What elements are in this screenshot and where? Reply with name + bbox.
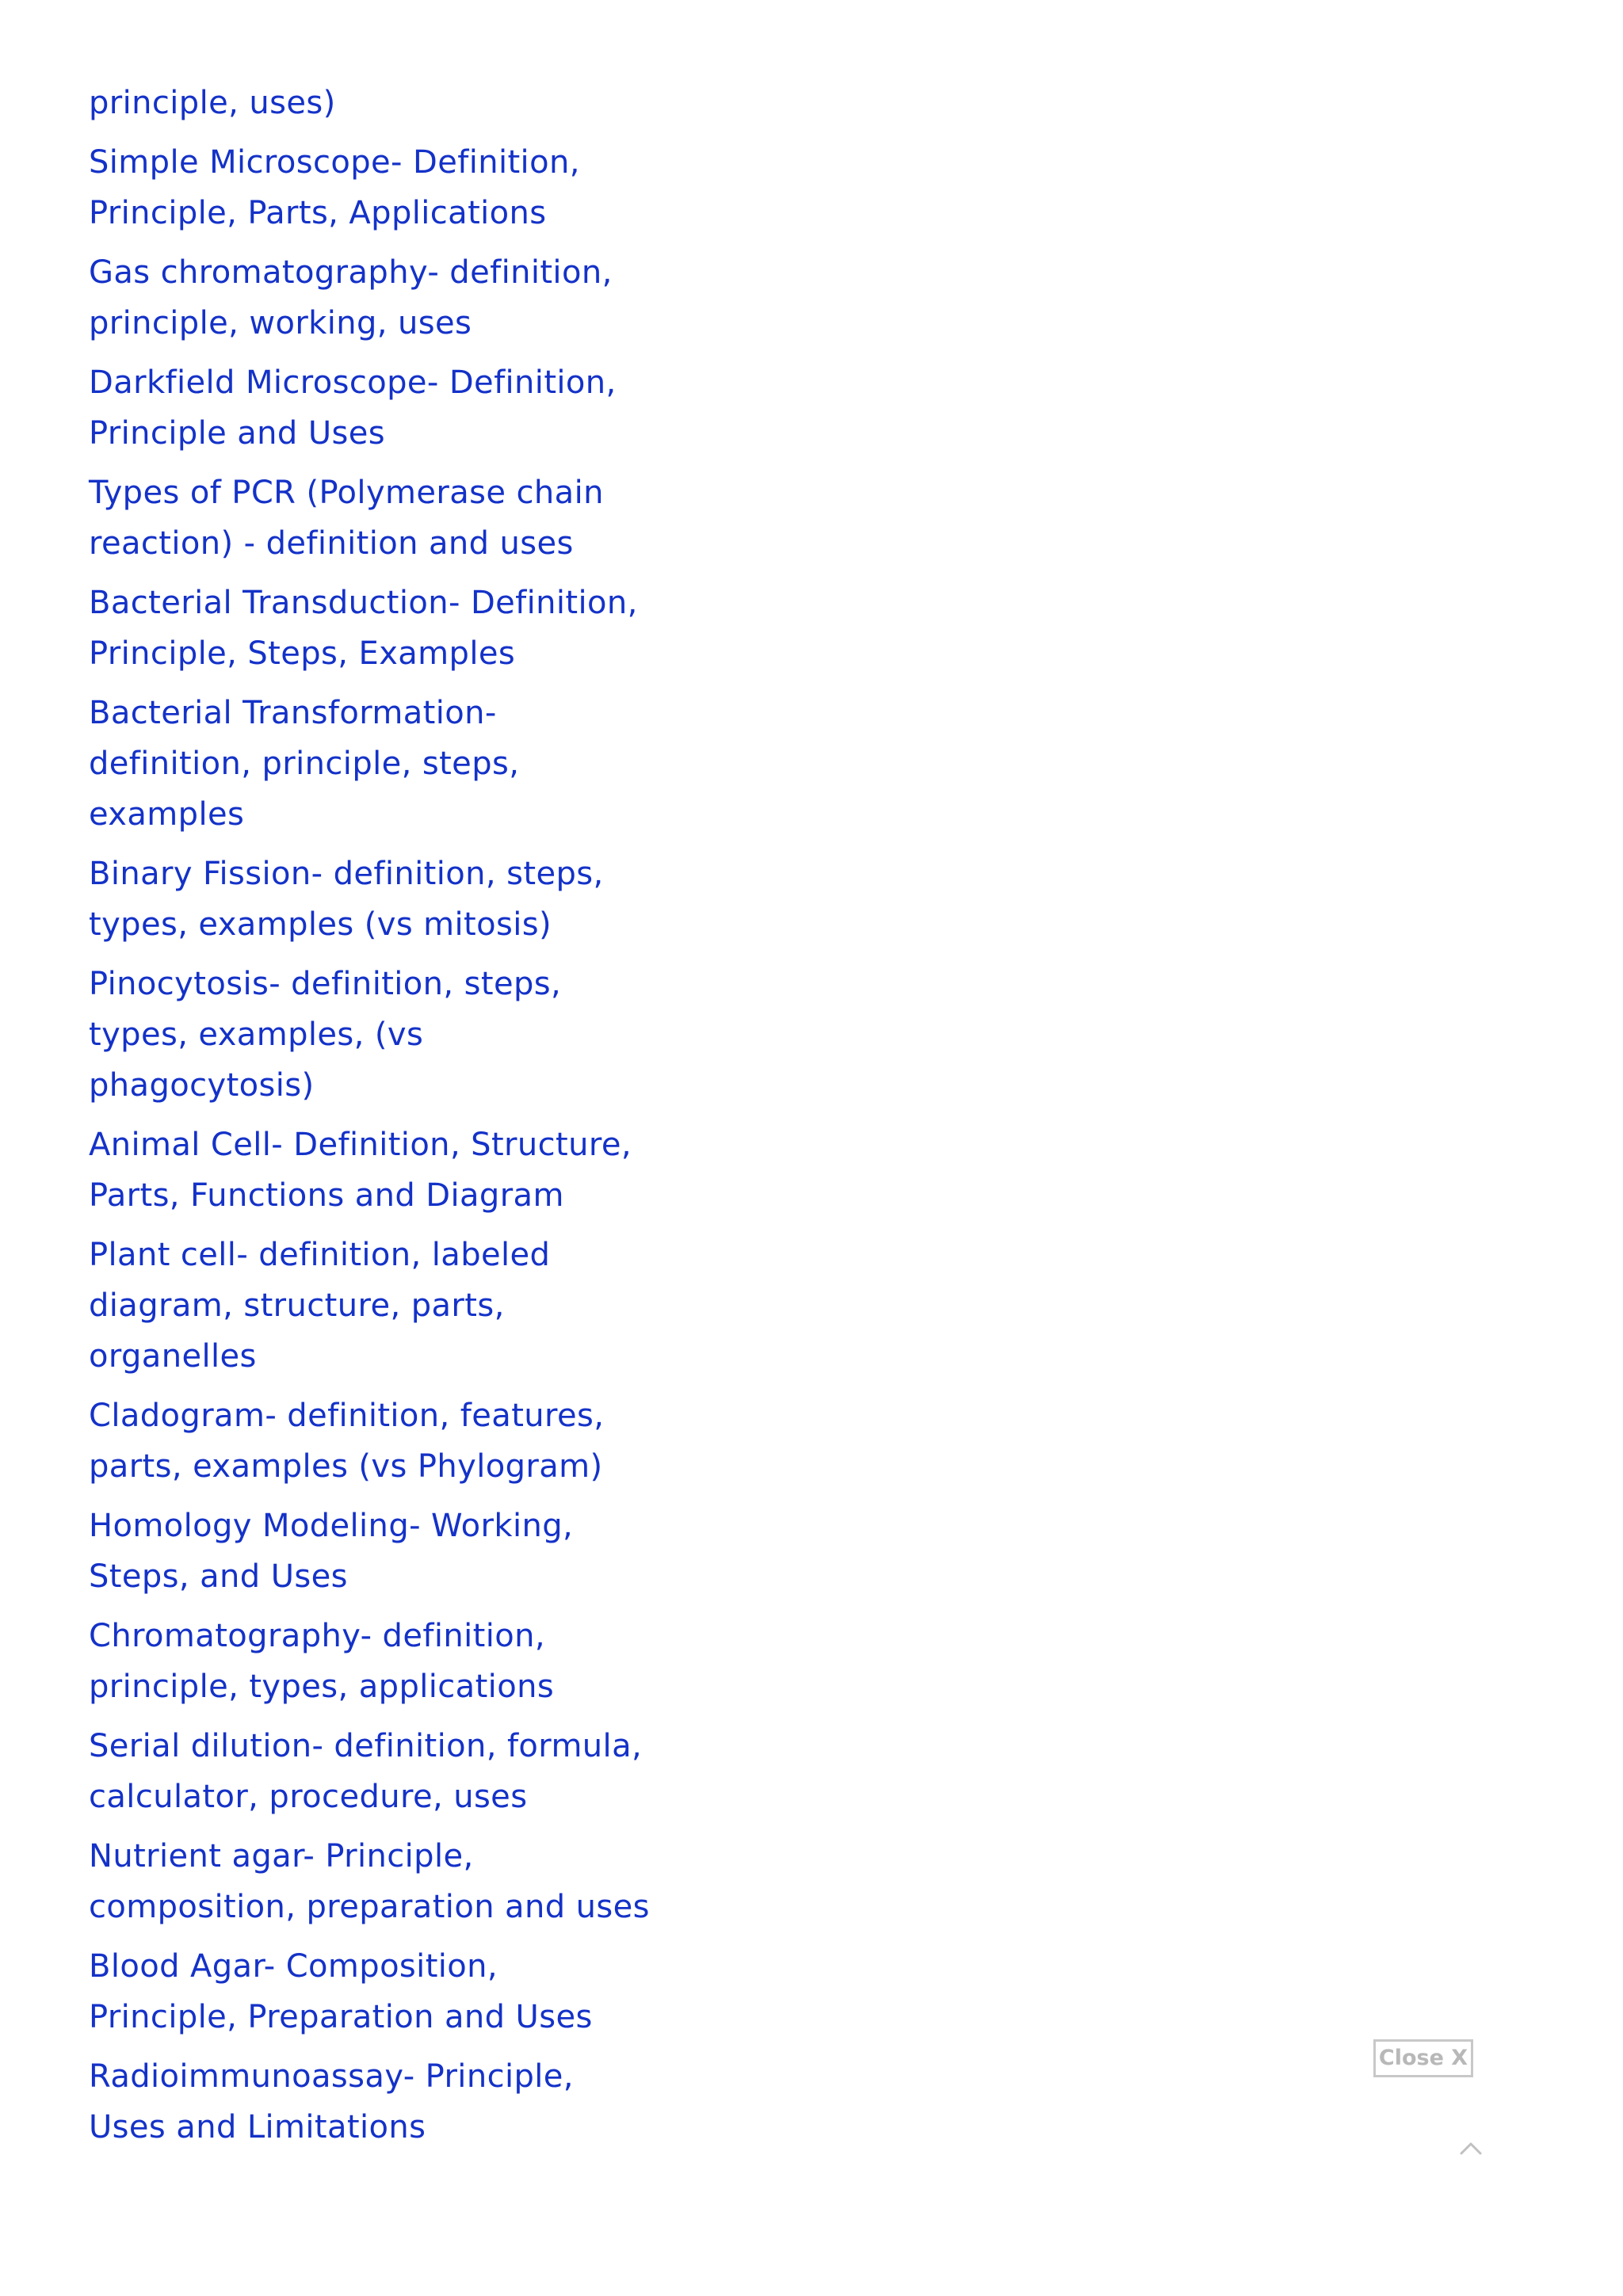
list-item — [89, 1611, 691, 1712]
post-link-text: types, examples (vs mitosis) — [89, 906, 552, 943]
post-link-text: definition, principle, steps, — [89, 746, 520, 782]
list-item — [89, 1721, 691, 1822]
post-link-text: diagram, structure, parts, — [89, 1287, 505, 1324]
list-item — [89, 849, 691, 950]
list-item — [89, 959, 691, 1111]
post-link-text: reaction) - definition and uses — [89, 525, 574, 562]
post-link-text: Gas chromatography- definition, — [89, 254, 613, 291]
post-link-text: Animal Cell- Definition, Structure, — [89, 1127, 632, 1163]
post-link[interactable] — [89, 1941, 691, 2042]
list-item — [89, 1501, 691, 1602]
post-link-text: phagocytosis) — [89, 1067, 315, 1104]
post-link[interactable] — [89, 357, 691, 459]
list-item — [89, 78, 691, 128]
post-link-text: Plant cell- definition, labeled — [89, 1237, 551, 1273]
list-item — [89, 2051, 691, 2153]
post-link-text: Simple Microscope- Definition, — [89, 144, 580, 181]
post-link-text: Parts, Functions and Diagram — [89, 1177, 564, 1214]
post-link[interactable] — [89, 1721, 691, 1822]
post-link-text: Nutrient agar- Principle, — [89, 1838, 474, 1875]
post-link-text: Serial dilution- definition, formula, — [89, 1728, 643, 1764]
post-link-text: Cladogram- definition, features, — [89, 1398, 605, 1434]
list-item — [89, 1831, 691, 1932]
post-link[interactable] — [89, 959, 691, 1111]
post-link-text: composition, preparation and uses — [89, 1889, 650, 1925]
post-link-text: Principle and Uses — [89, 415, 385, 452]
post-link-text: Radioimmunoassay- Principle, — [89, 2058, 574, 2095]
post-link-text: principle, uses) — [89, 85, 336, 121]
list-item — [89, 688, 691, 840]
post-link[interactable] — [89, 578, 691, 679]
post-link[interactable] — [89, 137, 691, 238]
post-link-text: Principle, Parts, Applications — [89, 195, 547, 231]
list-item — [89, 1390, 691, 1492]
post-link-text: Principle, Steps, Examples — [89, 635, 516, 672]
post-link-text: Types of PCR (Polymerase chain — [89, 475, 604, 511]
post-link-text: Blood Agar- Composition, — [89, 1948, 498, 1985]
post-link-text: calculator, procedure, uses — [89, 1779, 528, 1815]
close-ad-button[interactable]: Close X — [1373, 2039, 1473, 2077]
scroll-to-top-button[interactable] — [1455, 2133, 1487, 2164]
post-link[interactable] — [89, 78, 691, 128]
post-link-text: parts, examples (vs Phylogram) — [89, 1448, 603, 1485]
chevron-up-icon — [1455, 2133, 1487, 2164]
list-item — [89, 1230, 691, 1382]
post-link-text: Principle, Preparation and Uses — [89, 1999, 593, 2035]
post-link-text: Uses and Limitations — [89, 2109, 426, 2145]
recent-posts-list — [89, 78, 691, 2161]
post-link[interactable] — [89, 1390, 691, 1492]
list-item — [89, 137, 691, 238]
post-link[interactable] — [89, 1611, 691, 1712]
post-link[interactable] — [89, 467, 691, 569]
post-link-text: Steps, and Uses — [89, 1558, 348, 1595]
post-link[interactable] — [89, 688, 691, 840]
post-link-text: principle, working, uses — [89, 305, 472, 341]
post-link-text: organelles — [89, 1338, 257, 1375]
post-link-text: Darkfield Microscope- Definition, — [89, 364, 617, 401]
list-item — [89, 1941, 691, 2042]
post-link[interactable] — [89, 1230, 691, 1382]
post-link[interactable] — [89, 849, 691, 950]
post-link[interactable] — [89, 1831, 691, 1932]
list-item — [89, 1119, 691, 1221]
post-link-text: Bacterial Transformation- — [89, 695, 497, 731]
post-link-text: principle, types, applications — [89, 1669, 555, 1705]
post-link-text: types, examples, (vs — [89, 1016, 424, 1053]
post-link[interactable] — [89, 247, 691, 349]
post-link[interactable] — [89, 1119, 691, 1221]
list-item — [89, 467, 691, 569]
post-link[interactable] — [89, 1501, 691, 1602]
post-link[interactable] — [89, 2051, 691, 2153]
post-link-text: Homology Modeling- Working, — [89, 1508, 574, 1544]
list-item — [89, 578, 691, 679]
post-link-text: Chromatography- definition, — [89, 1618, 545, 1654]
post-link-text: Bacterial Transduction- Definition, — [89, 585, 638, 621]
list-item — [89, 357, 691, 459]
list-item — [89, 247, 691, 349]
post-link-text: examples — [89, 796, 245, 833]
post-link-text: Pinocytosis- definition, steps, — [89, 966, 562, 1002]
post-link-text: Binary Fission- definition, steps, — [89, 856, 604, 892]
